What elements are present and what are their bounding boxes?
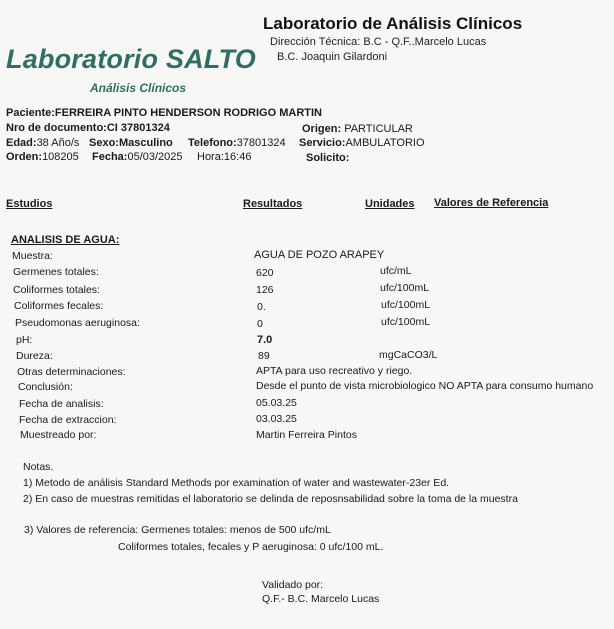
sexo-value: Masculino [118, 137, 173, 149]
col-resultados: Resultados [243, 198, 303, 210]
row-label: Fecha de extraccion: [19, 414, 117, 426]
telefono-label: Telefono: [188, 137, 237, 149]
note-3-continued: Coliformes totales, fecales y P aeruginosa: 0 ufc/100 mL. [118, 541, 384, 553]
servicio-label: Servicio: [299, 137, 346, 149]
documento-row [6, 122, 170, 134]
documento-label: Nro de documento: [6, 122, 107, 134]
row-label: Muestreado por: [20, 429, 97, 441]
row-result: 126 [256, 284, 274, 296]
row-result: APTA para uso recreativo y riego. [256, 365, 413, 377]
col-unidades: Unidades [365, 198, 415, 210]
row-result: 620 [256, 267, 274, 279]
col-estudios: Estudios [6, 198, 53, 210]
notes-title: Notas. [23, 461, 54, 473]
row-result: 03.03.25 [256, 413, 297, 425]
hora-label: Hora: [197, 151, 224, 163]
row-unit: mgCaCO3/L [379, 349, 438, 361]
documento-value: CI 37801324 [106, 122, 170, 134]
fecha-value: 05/03/2025 [127, 151, 183, 163]
row-result: Martin Ferreira Pintos [256, 429, 357, 441]
validado-label: Validado por: [262, 579, 324, 591]
hora-row [197, 151, 251, 163]
note-3: 3) Valores de referencia: Germenes totales: menos de 500 ufc/mL [24, 524, 331, 536]
orden-row [6, 151, 79, 163]
row-unit: ufc/100mL [381, 316, 431, 328]
servicio-row [299, 137, 425, 149]
origen-value: PARTICULAR [344, 123, 413, 135]
servicio-value: AMBULATORIO [345, 137, 425, 149]
bc-name: B.C. Joaquin Gilardoni [277, 51, 388, 63]
edad-row [6, 137, 79, 149]
row-label: Fecha de analisis: [19, 398, 104, 410]
telefono-value: 37801324 [236, 137, 286, 149]
paciente-label: Paciente: [6, 107, 55, 119]
origen-label: Origen: [302, 123, 342, 135]
row-result: 7.0 [257, 334, 273, 346]
row-result: 0. [257, 301, 266, 313]
section-title: ANALISIS DE AGUA: [11, 234, 120, 246]
paciente-value: FERREIRA PINTO HENDERSON RODRIGO MARTIN [54, 107, 322, 119]
row-label: Conclusión: [18, 381, 73, 393]
orden-value: 108205 [42, 151, 79, 163]
origen-row [302, 123, 413, 135]
direccion-tecnica: Dirección Técnica: B.C - Q.F..Marcelo Lucas [270, 36, 487, 48]
row-result: Desde el punto de vista microbiologico NO APTA para consumo humano [256, 380, 594, 392]
solicito-label: Solicito: [306, 152, 350, 164]
row-label: Coliformes totales: [13, 284, 100, 296]
row-result: AGUA DE POZO ARAPEY [254, 249, 385, 261]
note-2: 2) En caso de muestras remitidas el laboratorio se delinda de reposnsabilidad sobre la toma de la muestra [23, 493, 518, 505]
col-valores-referencia: Valores de Referencia [434, 197, 549, 209]
logo-subtitle: Análisis Clínicos [90, 81, 187, 95]
lab-title: Laboratorio de Análisis Clínicos [263, 14, 523, 33]
hora-value: 16:46 [223, 151, 252, 163]
telefono-row [188, 137, 286, 149]
row-label: Pseudomonas aeruginosa: [15, 317, 140, 329]
row-label: Otras determinaciones: [17, 366, 126, 378]
note-1: 1) Metodo de análisis Standard Methods por examination of water and wastewater-23er Ed. [23, 477, 450, 489]
sexo-label: Sexo: [89, 137, 119, 149]
row-label: pH: [16, 334, 33, 346]
row-unit: ufc/mL [380, 265, 412, 277]
row-label: Dureza: [16, 350, 53, 362]
validado-name: Q.F.- B.C. Marcelo Lucas [262, 593, 380, 605]
row-label: Germenes totales: [13, 266, 99, 278]
row-unit: ufc/100mL [380, 282, 430, 294]
orden-label: Orden: [6, 151, 43, 163]
logo-text: Laboratorio SALTO [6, 44, 256, 74]
row-unit: ufc/100mL [381, 299, 431, 311]
row-label: Muestra: [12, 250, 53, 262]
edad-label: Edad: [6, 137, 37, 149]
row-result: 05.03.25 [256, 397, 297, 409]
fecha-label: Fecha: [92, 151, 128, 163]
fecha-row [92, 151, 183, 163]
row-result: 0 [257, 318, 263, 330]
sexo-row [89, 137, 173, 149]
row-label: Coliformes fecales: [14, 300, 104, 312]
paciente-row [6, 107, 322, 119]
row-result: 89 [258, 350, 270, 362]
edad-value: 38 Año/s [36, 137, 80, 149]
